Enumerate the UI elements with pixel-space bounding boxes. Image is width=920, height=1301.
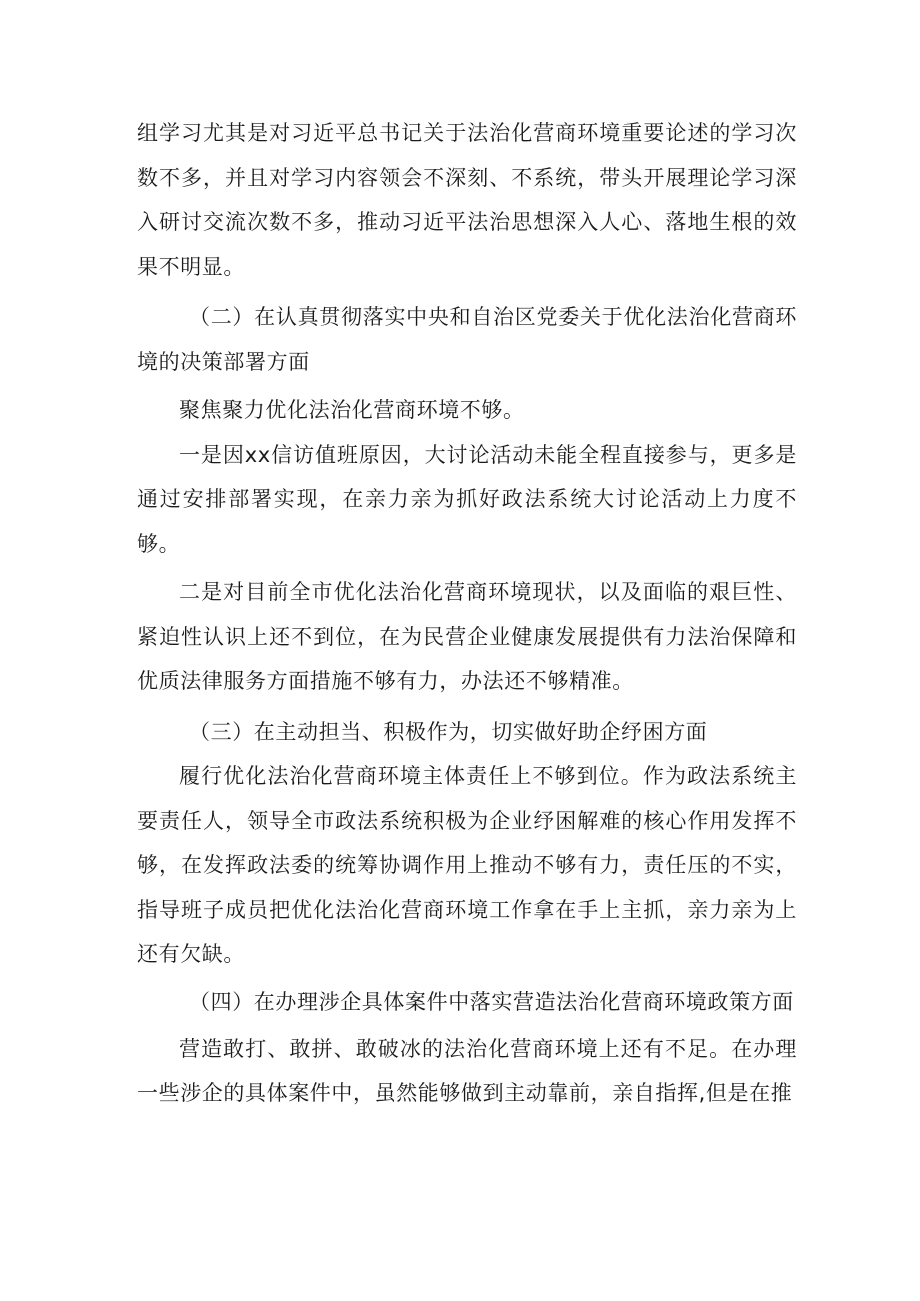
section-heading-3: （三）在主动担当、积极作为，切实做好助企纾困方面 (189, 719, 708, 744)
document-body (137, 111, 797, 1116)
paragraph-point-two: 二是对目前全市优化法治化营商环境现状，以及面临的艰巨性、紧迫性认识上还不到位，在为民营企业健康发展提供有力法治保障和优质法律服务方面措施不够有力，办法还不够精准。 (137, 580, 797, 693)
paragraph-continued-study: 组学习尤其是对习近平总书记关于法治化营商环境重要论述的学习次数不多，并且对学习内容领会不深刻、不系统，带头开展理论学习深入研讨交流次数不多，推动习近平法治思想深入人心、落地生根的效果不明显。 (137, 121, 797, 279)
paragraph-point-one: 一是因xx信访值班原因，大讨论活动未能全程直接参与，更多是通过安排部署实现，在亲力亲为抓好政法系统大讨论活动上力度不够。 (137, 442, 797, 556)
paragraph-environment: 营造敢打、敢拼、敢破冰的法治化营商环境上还有不足。在办理一些涉企的具体案件中，虽然能够做到主动靠前，亲自指挥,但是在推 (137, 1036, 797, 1105)
section-heading-4: （四）在办理涉企具体案件中落实营造法治化营商环境政策方面 (189, 989, 794, 1014)
paragraph-responsibility: 履行优化法治化营商环境主体责任上不够到位。作为政法系统主要责任人，领导全市政法系统积极为企业纾困解难的核心作用发挥不够，在发挥政法委的统筹协调作用上推动不够有力，责任压的不实，指导班子成员把优化法治化营商环境工作拿在手上主抓，亲力亲为上还有欠缺。 (137, 764, 797, 966)
paragraph-focus: 聚焦聚力优化法治化营商环境不够。 (179, 398, 525, 422)
section-heading-2: （二）在认真贯彻落实中央和自治区党委关于优化法治化营商环境的决策部署方面 (137, 305, 797, 374)
